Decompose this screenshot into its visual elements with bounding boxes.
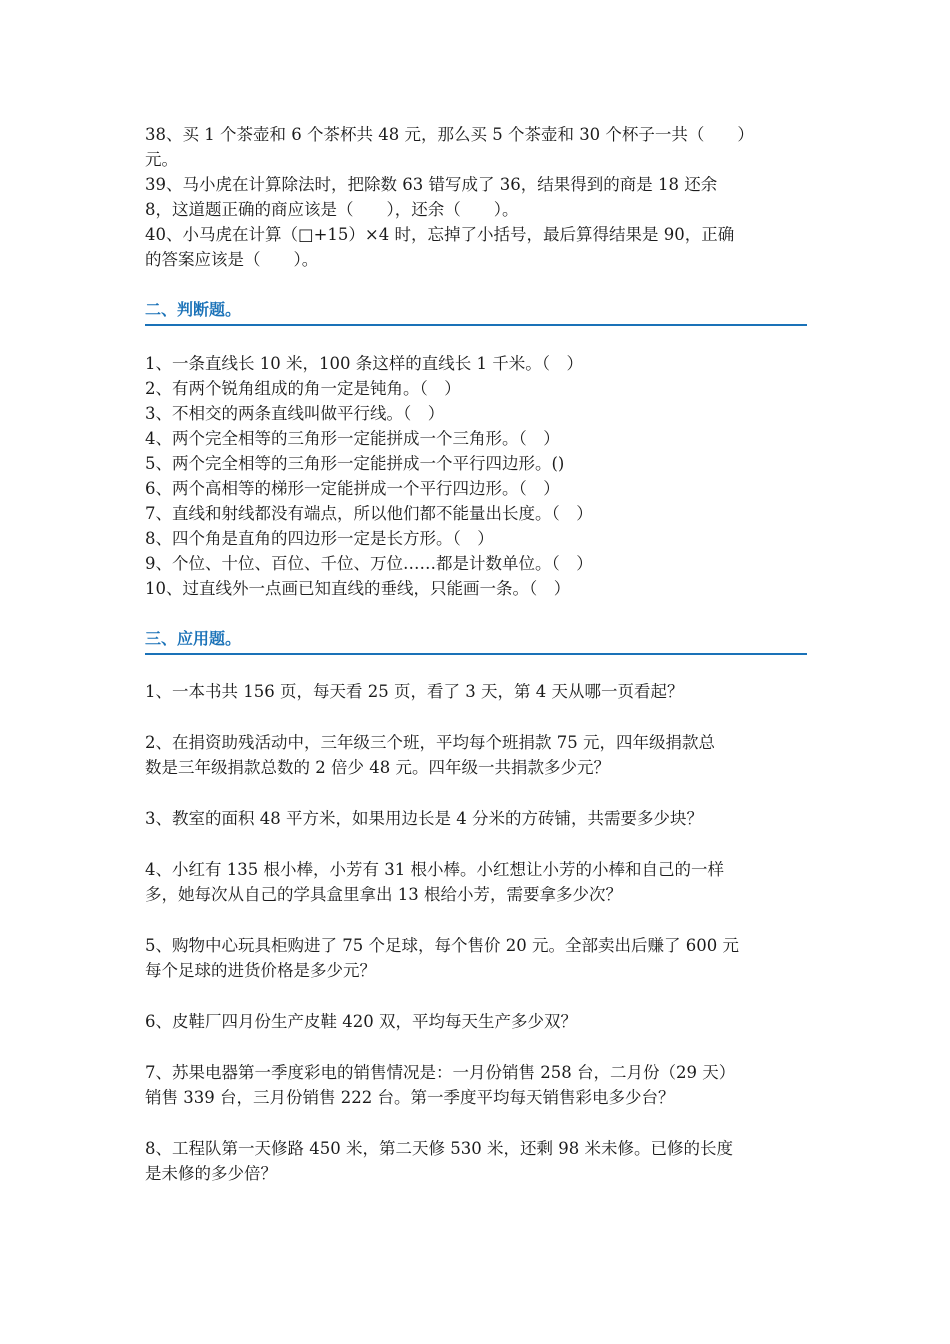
application-question-line: 6、皮鞋厂四月份生产皮鞋 420 双，平均每天生产多少双？ (145, 1012, 577, 1031)
question-39-line-1: 39、马小虎在计算除法时，把除数 63 错写成了 36，结果得到的商是 18 还余 (145, 175, 718, 194)
judgment-item: 10、过直线外一点画已知直线的垂线，只能画一条。（ ） (145, 579, 571, 598)
application-question-line: 是未修的多少倍？ (145, 1164, 277, 1183)
judgment-item: 8、四个角是直角的四边形一定是长方形。（ ） (145, 529, 494, 548)
application-question-7 (145, 1060, 807, 1110)
application-question-6 (145, 1009, 807, 1034)
section-heading-judgment: 二、判断题。 (145, 299, 807, 326)
application-question-line: 7、苏果电器第一季度彩电的销售情况是：一月份销售 258 台，二月份（29 天） (145, 1063, 736, 1082)
application-question-2 (145, 730, 807, 780)
application-question-line: 1、一本书共 156 页，每天看 25 页，看了 3 天，第 4 天从哪一页看起？ (145, 682, 684, 701)
question-39-line-2: 8，这道题正确的商应该是（ ），还余（ ）。 (145, 200, 519, 219)
application-question-line: 销售 339 台，三月份销售 222 台。第一季度平均每天销售彩电多少台？ (145, 1088, 675, 1107)
application-question-line: 3、教室的面积 48 平方米，如果用边长是 4 分米的方砖铺，共需要多少块？ (145, 809, 703, 828)
judgment-question-list (145, 351, 807, 601)
judgment-item: 2、有两个锐角组成的角一定是钝角。（ ） (145, 379, 461, 398)
application-question-line: 5、购物中心玩具柜购进了 75 个足球，每个售价 20 元。全部卖出后赚了 600 元 (145, 936, 739, 955)
question-40-line-2: 的答案应该是（ ）。 (145, 250, 319, 269)
judgment-item: 9、个位、十位、百位、千位、万位……都是计数单位。（ ） (145, 554, 593, 573)
application-question-line: 8、工程队第一天修路 450 米，第二天修 530 米，还剩 98 米未修。已修的长度 (145, 1139, 733, 1158)
question-38-line-1: 38、买 1 个茶壶和 6 个茶杯共 48 元，那么买 5 个茶壶和 30 个杯子一共（ ） (145, 125, 754, 144)
judgment-item: 3、不相交的两条直线叫做平行线。（ ） (145, 404, 445, 423)
application-question-8 (145, 1136, 807, 1186)
application-question-line: 多，她每次从自己的学具盒里拿出 13 根给小芳，需要拿多少次？ (145, 885, 622, 904)
section-heading-application: 三、应用题。 (145, 628, 807, 655)
judgment-item: 4、两个完全相等的三角形一定能拼成一个三角形。（ ） (145, 429, 560, 448)
application-question-line: 4、小红有 135 根小棒，小芳有 31 根小棒。小红想让小芳的小棒和自己的一样 (145, 860, 724, 879)
question-40-line-1: 40、小马虎在计算（□+15）×4 时，忘掉了小括号，最后算得结果是 90，正确 (145, 225, 735, 244)
fill-in-questions (145, 122, 807, 272)
judgment-item: 7、直线和射线都没有端点，所以他们都不能量出长度。（ ） (145, 504, 593, 523)
application-question-4 (145, 857, 807, 907)
judgment-item: 1、一条直线长 10 米，100 条这样的直线长 1 千米。（ ） (145, 354, 583, 373)
application-question-1 (145, 679, 807, 704)
question-38-line-2: 元。 (145, 150, 178, 169)
application-question-line: 2、在捐资助残活动中，三年级三个班，平均每个班捐款 75 元，四年级捐款总 (145, 733, 715, 752)
worksheet-page (145, 122, 807, 1186)
application-question-line: 每个足球的进货价格是多少元？ (145, 961, 376, 980)
application-question-list (145, 679, 807, 1186)
judgment-item: 6、两个高相等的梯形一定能拼成一个平行四边形。（ ） (145, 479, 560, 498)
application-question-3 (145, 806, 807, 831)
application-question-5 (145, 933, 807, 983)
judgment-item: 5、两个完全相等的三角形一定能拼成一个平行四边形。() (145, 454, 565, 473)
application-question-line: 数是三年级捐款总数的 2 倍少 48 元。四年级一共捐款多少元？ (145, 758, 610, 777)
